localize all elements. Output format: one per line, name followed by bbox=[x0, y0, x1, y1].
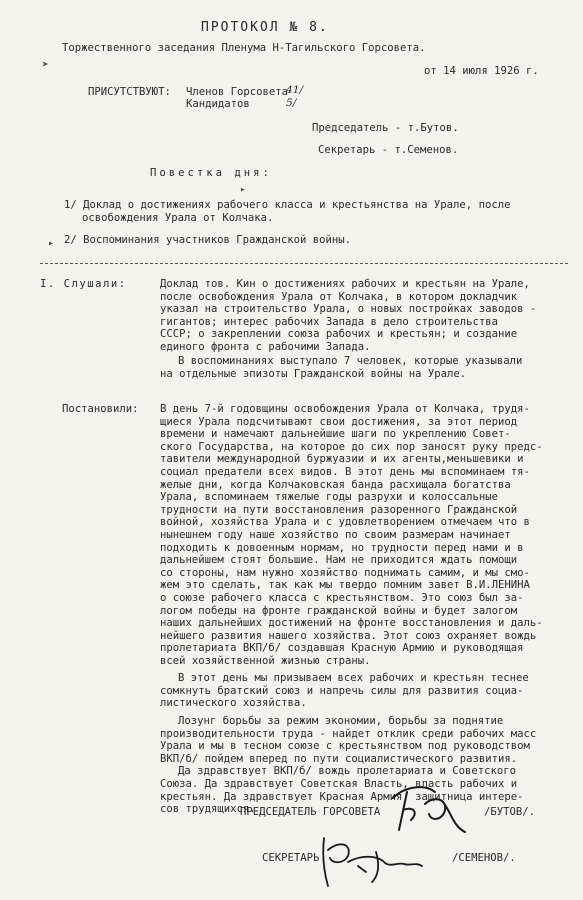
present-label: ПРИСУТСТВУЮТ: bbox=[88, 86, 171, 98]
agenda-heading: Повестка дня: bbox=[150, 167, 272, 179]
heard-label: I. Слушали: bbox=[40, 278, 127, 290]
resolved-paragraph-3: Лозунг борьбы за режим экономии, борьбы за поднятие производительности труда - найдет отклик среди рабочих масс Урала и мы в тесном союзе с крестьянством под руководством ВКП/б/ пойдем вперед по пути социалистического развития. Да здравствует ВКП/б/ вождь пролетариата и Советского Союза. Да здравствует Советская Власть, власть рабочих и крестьян. Да здравствует Красная Армия, защитница интере- сов трудящихся. bbox=[160, 715, 537, 816]
agenda-item-2: 2/ Воспоминания участников Гражданской войны. bbox=[64, 234, 352, 246]
resolved-label: Постановили: bbox=[62, 403, 139, 415]
chairman-signature-name: /БУТОВ/. bbox=[484, 806, 536, 818]
agenda-item-1: 1/ Доклад о достижениях рабочего класса и крестьянства на Урале, после освобождения Урала от Колчака. bbox=[64, 199, 511, 224]
margin-arrow-mark: ➤ bbox=[42, 58, 49, 71]
margin-arrow-mark: ▸ bbox=[48, 238, 55, 249]
candidates-count: 5/ bbox=[286, 97, 297, 109]
heard-paragraph-2: В воспоминаниях выступало 7 человек, которые указывали на отдельные эпизоты Гражданской войны на Урале. bbox=[160, 355, 523, 380]
chairman-line: Председатель - т.Бутов. bbox=[312, 122, 459, 134]
chairman-signature-label: ПРЕДСЕДАТЕЛЬ ГОРСОВЕТА bbox=[240, 806, 381, 818]
resolved-paragraph-1: В день 7-й годовщины освобождения Урала от Колчака, трудя- щиеся Урала подсчитывают свои достижения, за этот период времени и намечают дальнейшие шаги по укреплению Совет- ского Государства, на которое до сих пор заносят руку предс- тавители международной буржуазии и их агенты,меньшевики и социал предатели всех видов. В этот день мы вспоминаем тя- желые дни, когда Колчаковская банда расхищала богатства Урала, вспоминаем тяжелые годы разрухи и колоссальные трудности на пути восстановления разоренного Гражданской войной, хозяйства Урала и с удовлетворением отмечаем что в нынешнем году наше хозяйство по своим размерам начинает подходить к довоенным нормам, но трудности перед нами и в дальнейшем стоят большие. Нам не приходится ждать помощи со стороны, нам нужно хозяйство поднимать самим, и мы смо- жем это сделать, так как мы твердо помним завет В.И.ЛЕНИНА о союзе рабочего класса с крестьянством. Это союз был за- логом победы на фронте гражданской войны и будет залогом наших дальнейших достижений на фронте восстановления и даль- нейшего развития нашего хозяйства. Этот союз охраняет вождь пролетариата ВКП/б/ создавшая Красную Армию и руководящая всей хозяйственной жизнью страны. bbox=[160, 403, 543, 667]
secretary-signature-name: /СЕМЕНОВ/. bbox=[452, 852, 516, 864]
document-date: от 14 июля 1926 г. bbox=[424, 65, 539, 77]
secretary-signature-label: СЕКРЕТАРЬ bbox=[262, 852, 320, 864]
margin-arrow-mark: ▸ bbox=[240, 185, 246, 195]
candidates-label: Кандидатов bbox=[186, 98, 250, 110]
secretary-line: Секретарь - т.Семенов. bbox=[318, 144, 459, 156]
document-subtitle: Торжественного заседания Пленума Н-Тагильского Горсовета. bbox=[62, 42, 426, 54]
secretary-signature-handwriting bbox=[318, 832, 438, 892]
resolved-paragraph-2: В этот день мы призываем всех рабочих и крестьян теснее сомкнуть братский союз и напречь силы для развития социа- листического хозяйства. bbox=[160, 672, 529, 710]
document-title: ПРОТОКОЛ № 8. bbox=[201, 20, 329, 35]
heard-paragraph-1: Доклад тов. Кин о достижениях рабочих и крестьян на Урале, после освобождения Урала от Колчака, в котором докладчик указал на строительство Урала, о новых постройках заводов - гигантов; интерес рабочих Запада в дело строительства СССР; о закреплении союза рабочих и крестьян; и создание единого фронта с рабочими Запада. bbox=[160, 278, 537, 353]
divider-line bbox=[40, 263, 568, 264]
members-label: Членов Горсовета bbox=[186, 86, 289, 98]
members-count: 41/ bbox=[286, 84, 304, 96]
